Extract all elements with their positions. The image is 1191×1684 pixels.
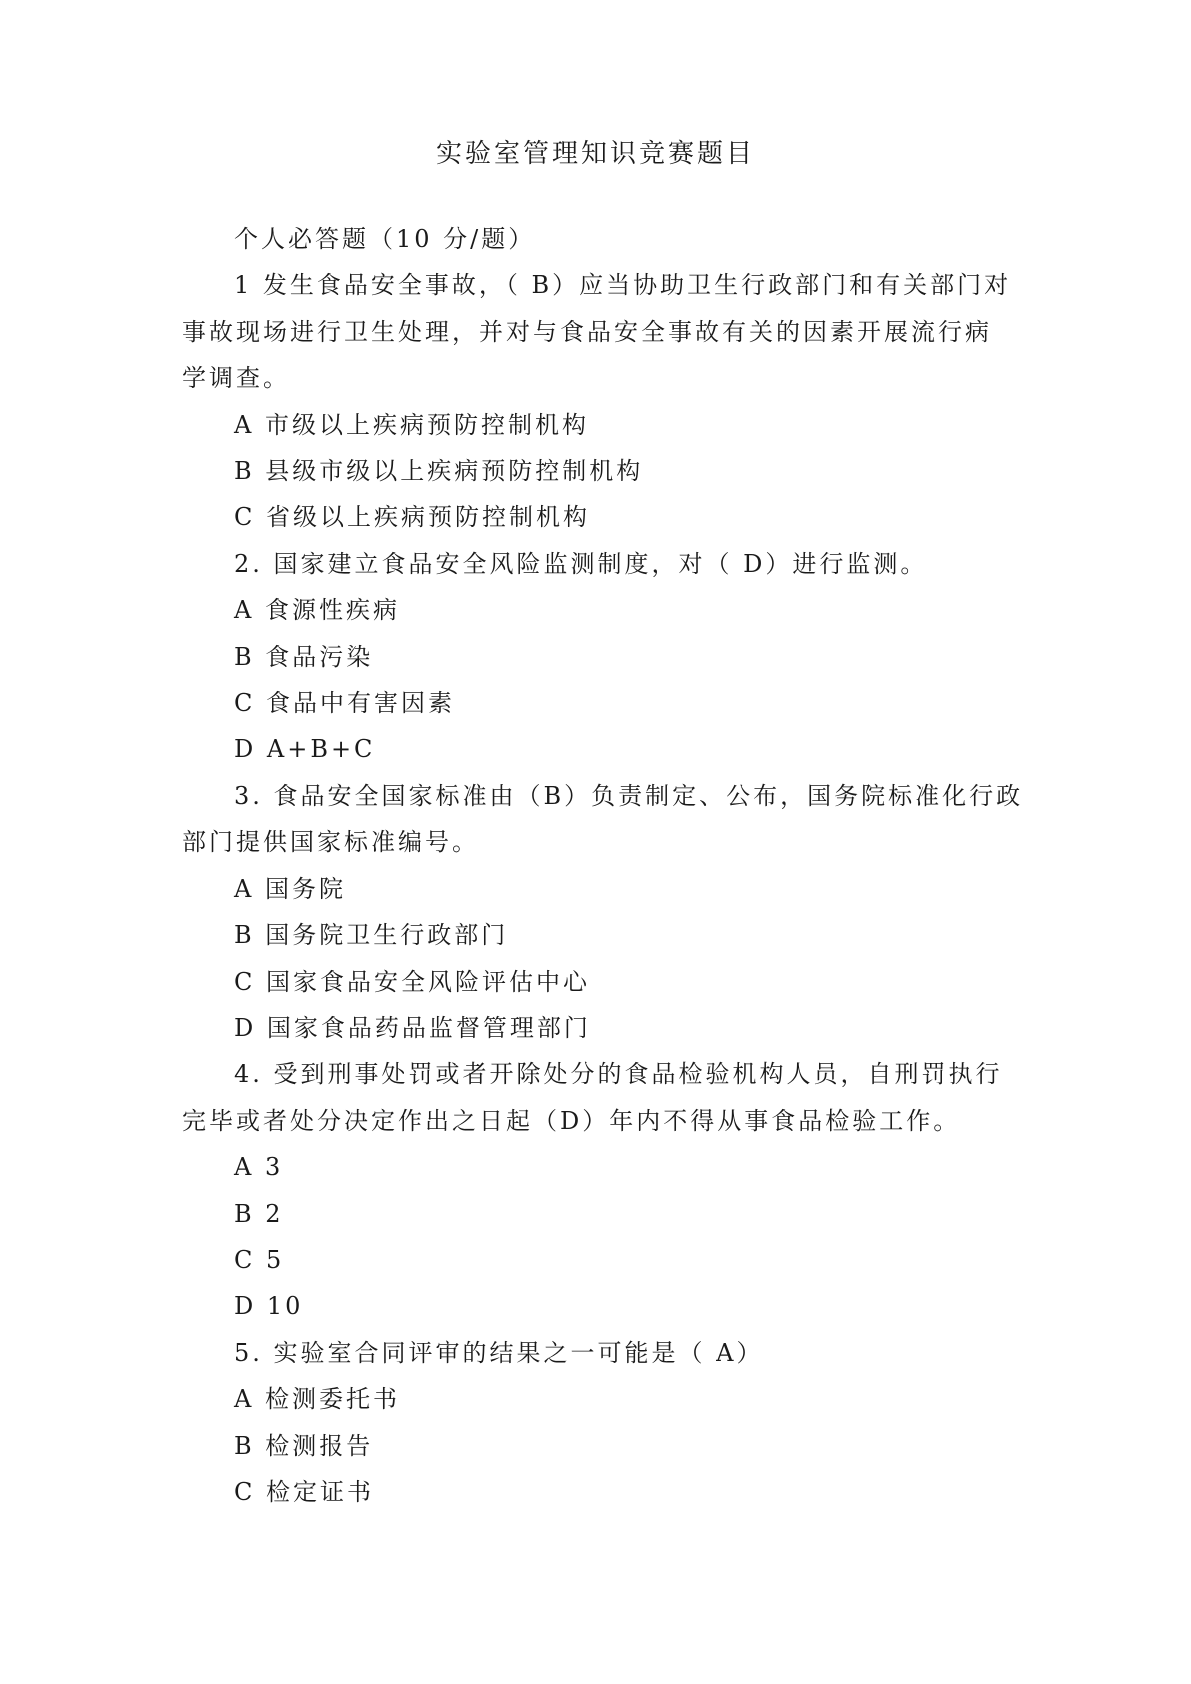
answer-option: C 5 (234, 1245, 285, 1274)
answer-option: D 10 (234, 1292, 304, 1321)
question-stem-line: 完毕或者处分决定作出之日起（D）年内不得从事食品检验工作。 (182, 1106, 961, 1135)
answer-option: C 检定证书 (234, 1477, 374, 1506)
answer-option: B 食品污染 (234, 642, 374, 671)
question-1 (182, 262, 1012, 540)
document-body (182, 216, 1024, 1515)
question-stem-line: 部门提供国家标准编号。 (182, 828, 479, 857)
answer-option: D A+B+C (234, 735, 376, 764)
answer-option: A 3 (234, 1153, 284, 1182)
question-stem-line: 3. 食品安全国家标准由（B）负责制定、公布，国务院标准化行政 (234, 781, 1024, 810)
answer-option: C 食品中有害因素 (234, 689, 455, 718)
question-3 (182, 773, 1024, 1051)
document-title: 实验室管理知识竞赛题目 (435, 139, 755, 169)
answer-option: D 国家食品药品监督管理部门 (234, 1013, 591, 1042)
question-stem-line: 4. 受到刑事处罚或者开除处分的食品检验机构人员，自刑罚执行 (234, 1060, 1003, 1089)
question-5 (182, 1330, 1012, 1516)
question-4 (182, 1051, 1012, 1329)
answer-option: B 县级市级以上疾病预防控制机构 (234, 457, 644, 486)
answer-option: B 2 (234, 1199, 284, 1228)
answer-option: A 检测委托书 (234, 1385, 400, 1414)
answer-option: B 国务院卫生行政部门 (234, 921, 509, 950)
question-stem-line: 学调查。 (182, 364, 290, 393)
answer-option: C 省级以上疾病预防控制机构 (234, 503, 590, 532)
section-heading: 个人必答题（10 分/题） (234, 225, 536, 253)
answer-option: A 市级以上疾病预防控制机构 (234, 410, 589, 439)
answer-option: C 国家食品安全风险评估中心 (234, 967, 590, 996)
question-2 (182, 541, 1012, 773)
question-stem-line: 1 发生食品安全事故，（ B）应当协助卫生行政部门和有关部门对 (234, 271, 1012, 300)
answer-option: B 检测报告 (234, 1431, 374, 1460)
answer-option: A 食源性疾病 (234, 596, 400, 625)
question-stem-line: 事故现场进行卫生处理，并对与食品安全事故有关的因素开展流行病 (182, 317, 992, 346)
question-stem-line: 5. 实验室合同评审的结果之一可能是（ A） (234, 1338, 764, 1367)
answer-option: A 国务院 (234, 874, 346, 903)
question-stem-line: 2. 国家建立食品安全风险监测制度，对（ D）进行监测。 (234, 549, 928, 578)
